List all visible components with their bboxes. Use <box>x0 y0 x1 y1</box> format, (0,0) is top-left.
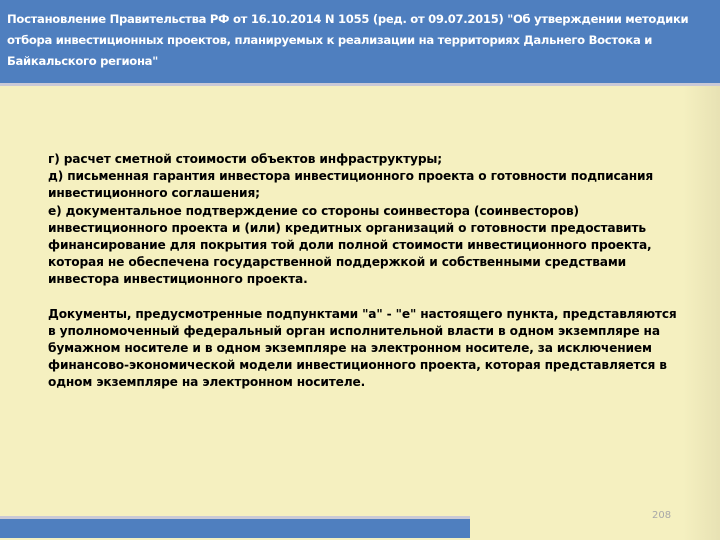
page-number: 208 <box>652 510 672 521</box>
text-line: г) расчет сметной стоимости объектов инфраструктуры; <box>48 152 443 166</box>
text-line: Документы, предусмотренные подпунктами "а" - "е" настоящего пункта, представляются <box>48 306 677 321</box>
text-line: которая не обеспечена государственной поддержкой и собственными средствами <box>48 255 627 270</box>
text-line: финансово-экономической модели инвестиционного проекта, которая представляется в <box>48 358 667 373</box>
text-line: д) письменная гарантия инвестора инвестиционного проекта о готовности подписания <box>48 169 654 184</box>
footer-bar <box>0 516 470 538</box>
paragraph-spacer <box>48 289 688 306</box>
text-line: бумажном носителе и в одном экземпляре на электронном носителе, за исключением <box>48 341 652 356</box>
text-line: в уполномоченный федеральный орган исполнительной власти в одном экземпляре на <box>48 323 660 338</box>
header-bar <box>0 0 720 86</box>
text-line: финансирование для покрытия той доли полной стоимости инвестиционного проекта, <box>48 238 652 253</box>
text-line: одном экземпляре на электронном носителе. <box>48 375 366 390</box>
slide-title: Постановление Правительства РФ от 16.10.2014 N 1055 (ред. от 09.07.2015) "Об утверждении методики отбора инвестиционных проектов, планируемых к реализации на территориях Дальнего Востока и Байкальского региона" <box>7 12 689 68</box>
text-line: е) документальное подтверждение со стороны соинвестора (соинвесторов) <box>48 203 579 218</box>
decorative-gradient <box>683 86 720 540</box>
body-text <box>48 151 688 392</box>
text-line: инвестиционного проекта и (или) кредитных организаций о готовности предоставить <box>48 220 646 235</box>
text-line: инвестиционного соглашения; <box>48 186 260 201</box>
text-line: инвестора инвестиционного проекта. <box>48 272 308 287</box>
